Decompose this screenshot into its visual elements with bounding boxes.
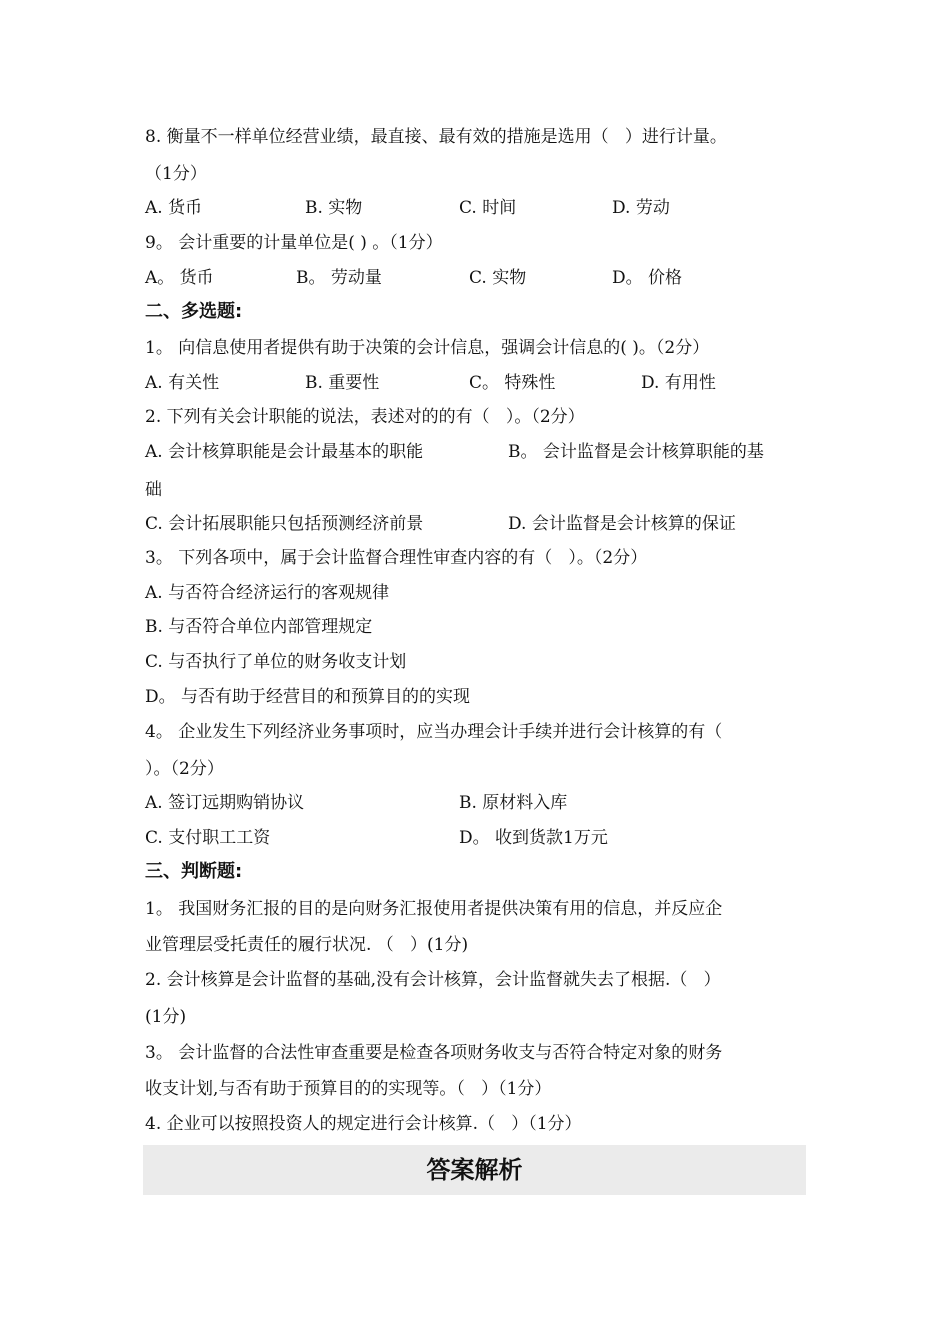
- s2-q4-score: ）。（2分）: [145, 759, 224, 779]
- s2-q4-option-a: A. 签订远期购销协议: [145, 793, 305, 813]
- s3-q2-line1: 2. 会计核算是会计监督的基础,没有会计核算，会计监督就失去了根据.（ ）: [145, 970, 721, 990]
- s2-q4-option-b: B. 原材料入库: [459, 793, 568, 813]
- s2-q2-option-d: D. 会计监督是会计核算的保证: [508, 514, 736, 534]
- s2-q1-stem: 1。 向信息使用者提供有助于决策的会计信息，强调会计信息的( )。（2分）: [145, 338, 710, 358]
- s2-q4-option-d: D。 收到货款1万元: [459, 828, 608, 848]
- s2-q4-option-c: C. 支付职工工资: [145, 828, 271, 848]
- section-heading-true-false: 三、判断题:: [145, 861, 243, 882]
- s2-q2-option-c: C. 会计拓展职能只包括预测经济前景: [145, 514, 424, 534]
- answer-analysis-title: 答案解析: [426, 1156, 523, 1184]
- s2-q2-option-b-continued: 础: [145, 480, 162, 500]
- s3-q2-line2: (1分): [145, 1007, 187, 1027]
- s2-q3-option-c: C. 与否执行了单位的财务收支计划: [145, 652, 407, 672]
- q8-stem: 8. 衡量不一样单位经营业绩，最直接、最有效的措施是选用（ ）进行计量。: [145, 127, 727, 147]
- s3-q3-line1: 3。 会计监督的合法性审查重要是检查各项财务收支与否符合特定对象的财务: [145, 1043, 723, 1063]
- s2-q3-stem: 3。 下列各项中，属于会计监督合理性审查内容的有（ ）。（2分）: [145, 548, 648, 568]
- s2-q3-option-a: A. 与否符合经济运行的客观规律: [145, 583, 390, 603]
- q8-option-a: A. 货币: [145, 198, 203, 218]
- s2-q1-option-d: D. 有用性: [641, 373, 716, 393]
- q8-option-d: D. 劳动: [612, 198, 670, 218]
- s2-q1-option-a: A. 有关性: [145, 373, 220, 393]
- s2-q1-option-c: C。 特殊性: [469, 373, 556, 393]
- s3-q4-line1: 4. 企业可以按照投资人的规定进行会计核算.（ ）（1分）: [145, 1114, 582, 1134]
- section-heading-multiple-choice: 二、多选题:: [145, 301, 243, 322]
- q8-score: （1分）: [145, 164, 207, 184]
- q9-option-a: A。 货币: [145, 268, 214, 288]
- s2-q2-option-b: B。 会计监督是会计核算职能的基: [508, 442, 764, 462]
- q9-option-c: C. 实物: [469, 268, 527, 288]
- answer-analysis-banner: [143, 1145, 806, 1195]
- q8-option-b: B. 实物: [305, 198, 363, 218]
- q9-option-b: B。 劳动量: [296, 268, 382, 288]
- q8-option-c: C. 时间: [459, 198, 517, 218]
- s3-q1-line1: 1。 我国财务汇报的目的是向财务汇报使用者提供决策有用的信息，并反应企: [145, 899, 723, 919]
- s2-q3-option-b: B. 与否符合单位内部管理规定: [145, 617, 373, 637]
- s2-q2-stem: 2. 下列有关会计职能的说法，表述对的的有（ ）。（2分）: [145, 407, 585, 427]
- s3-q1-line2: 业管理层受托责任的履行状况. （ ）(1分): [145, 935, 469, 955]
- s2-q4-stem: 4。 企业发生下列经济业务事项时，应当办理会计手续并进行会计核算的有（: [145, 722, 723, 742]
- q9-stem: 9。 会计重要的计量单位是( ) 。（1分）: [145, 233, 443, 253]
- q9-option-d: D。 价格: [612, 268, 683, 288]
- s3-q3-line2: 收支计划,与否有助于预算目的的实现等。（ ）（1分）: [145, 1079, 552, 1099]
- s2-q1-option-b: B. 重要性: [305, 373, 380, 393]
- s2-q2-option-a: A. 会计核算职能是会计最基本的职能: [145, 442, 424, 462]
- s2-q3-option-d: D。 与否有助于经营目的和预算目的的实现: [145, 687, 471, 707]
